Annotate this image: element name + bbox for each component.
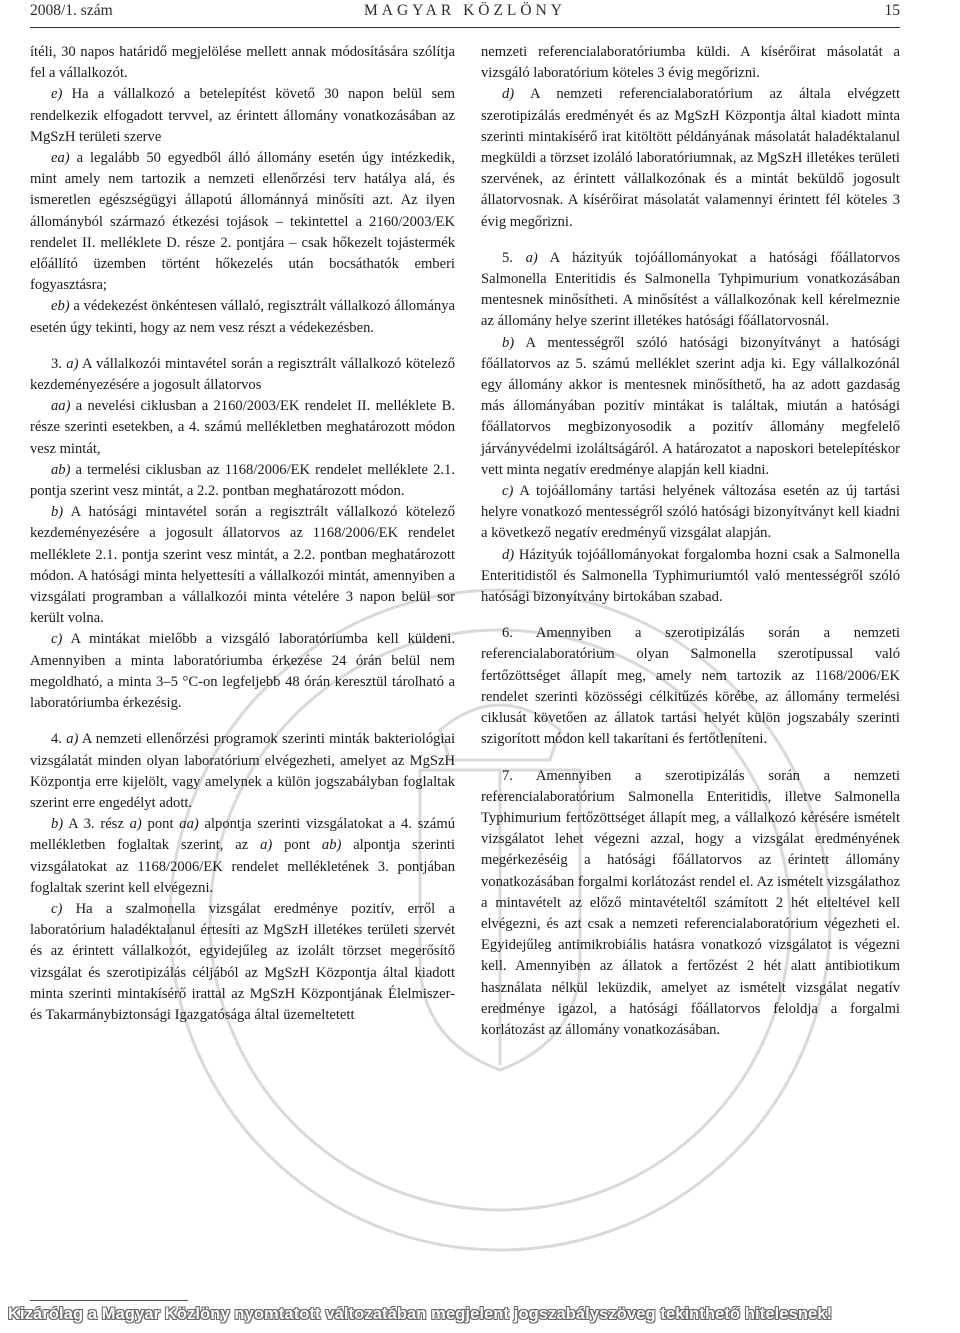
page-header — [30, 2, 900, 24]
paragraph-text: A mentességről szóló hatósági bizonyítványt a hatósági főállatorvos az 5. számú melléklet szerint adja ki. Egy vállalkozónál egy állomány akkor is mentesnek minősíthető, ha az adott gazdaság más állományában pozitív mintákat is találtak, miután a hatósági főállatorvos megbizonyosodik a pozitív állomány megfelelő járványvédelmi izoláltságáról. A határozatot a naposkori betelepítéskor vett minta negatív eredménye alapján kell kiadni. — [481, 334, 900, 478]
paragraph-text: Házityúk tojóállományokat forgalomba hozni csak a Salmonella Enteritidistől és Salmonella Typhimuriumtól való mentességről szóló hatósági bizonyítvány birtokában szabad. — [481, 546, 900, 606]
paragraph-text: a nevelési ciklusban a 2160/2003/EK rendelet II. melléklete B. része szerinti esetekben, a 4. számú mellékletben meghatározott módon vesz mintát, — [30, 398, 455, 457]
paragraph — [481, 84, 900, 232]
paragraph-text: 4. — [51, 731, 67, 748]
paragraph — [30, 502, 455, 629]
item-label: ea) — [51, 150, 70, 167]
paragraph-text: a legalább 50 egyedből álló állomány esetén úgy intézkedik, mint amely nem tartozik a nemzeti ellenőrzési terv hatálya alá, és ismeretlen egészségügyi állapotú állománnyá minősíti azt. Az ilyen állományból származó étkezési tojások – tekintettel a 2160/2003/EK rendelet II. melléklete D. része 2. pontjára – csak hőkezelt tojástermék előállító üzemben történt hőkezelés után bocsáthatók emberi fogyasztásra; — [30, 150, 455, 294]
paragraph-text: alpontja szerinti vizsgálatokat az 1168/2006/EK rendelet mellékletének 3. pontjában foglaltak szerint kell elvégezni. — [30, 837, 455, 896]
paragraph — [481, 623, 900, 750]
paragraph — [30, 729, 455, 814]
item-label: d) — [502, 546, 515, 563]
paragraph-text: pont — [141, 816, 180, 833]
item-label: e) — [51, 86, 63, 103]
header-rule — [30, 27, 900, 28]
paragraph-text: A mintákat mielőbb a vizsgáló laboratóriumba kell küldeni. Amennyiben a minta laboratóriumba érkezése 24 órán belül nem megoldható, a minta 3–5 °C-on legfeljebb 48 órán keresztül tárolható a laboratóriumba érkezésig. — [30, 631, 455, 712]
paragraph-text: A hatósági mintavétel során a regisztrált vállalkozó kötelező kezdeményezésére a jogosult állatorvos az 1168/2006/EK rendelet melléklete 2.1. pontja szerint vesz mintát, a 2.2. pontban meghatározott módon. A hatósági minta helyettesíti a vállalkozói mintát, amennyiben a vizsgálati programban a vállalkozói minta vételére 3 napon belül sor került volna. — [30, 504, 455, 627]
item-label: a) — [525, 249, 538, 266]
paragraph — [30, 296, 455, 338]
publication-title: MAGYAR KÖZLÖNY — [364, 2, 566, 19]
paragraph-text: a termelési ciklusban az 1168/2006/EK rendelet melléklete 2.1. pontja szerint vesz mintát, a 2.2. pontban meghatározott módon. — [30, 461, 455, 500]
item-label: a) — [66, 731, 79, 748]
page-number: 15 — [884, 2, 900, 19]
paragraph — [30, 629, 455, 714]
item-label: b) — [502, 334, 515, 351]
paragraph-text: A vállalkozói mintavétel során a regisztrált vállalkozó kötelező kezdeményezésére a jogosult állatorvos — [30, 355, 455, 394]
paragraph — [481, 545, 900, 609]
item-label: d) — [502, 86, 515, 103]
paragraph-text: ítéli, 30 napos határidő megjelölése mellett annak módosítására szólítja fel a vállalkozót. — [30, 44, 455, 82]
item-label: c) — [51, 900, 63, 917]
paragraph-text: pont — [272, 837, 322, 854]
paragraph — [30, 148, 455, 296]
paragraph — [481, 333, 900, 481]
footer-rule — [30, 1300, 188, 1301]
item-label: a) — [260, 837, 273, 854]
item-label: c) — [51, 631, 63, 648]
paragraph-text: a védekezést önkéntesen vállaló, regisztrált vállalkozó állománya esetén úgy tekinti, hogy az nem vesz részt a védekezésben. — [30, 298, 455, 336]
paragraph — [30, 42, 455, 84]
item-label: a) — [129, 816, 142, 833]
paragraph-text: A tojóállomány tartási helyének változása esetén az új tartási helyre vonatkozó mentességről szóló hatósági bizonyítványt kell kiadni a következő negatív eredményű vizsgálat alapján. — [481, 483, 900, 542]
paragraph — [30, 354, 455, 396]
paragraph-text: 6. Amennyiben a szerotipizálás során a nemzeti referencialaboratórium olyan Salmonella szerotípussal való fertőzöttséget állapít meg, amely nem tartozik az 1168/2006/EK rendelet szerinti közösségi célkitűzés körébe, az állomány termelési ciklusát követően az állatok tartási helyét külön jogszabály szerinti szigorított módon kell takarítani és fertőtleníteni. — [481, 625, 900, 748]
authenticity-notice: Kizárólag a Magyar Közlöny nyomtatott változatában megjelent jogszabályszöveg tekinthető hitelesnek! — [8, 1305, 833, 1323]
paragraph — [481, 766, 900, 1042]
paragraph-text: 7. Amennyiben a szerotipizálás során a nemzeti referencialaboratórium Salmonella Enteritidis, illetve Salmonella Typhimurium fertőzöttséget állapít meg, a vállalkozó kérésére ismételt vizsgálatot lehet végezni azzal, hogy a vizsgálat eredményének megérkezéséig a hatósági főállatorvos az érintett állomány vonatkozásában forgalmi korlátozást rendel el. Az ismételt vizsgálathoz a mintavételt az előző mintavételtől számított 2 hét elteltével kell elvégezni, és azt csak a nemzeti referencialaboratórium végezheti el. Egyidejűleg antimikrobiális hatásra vonatkozó vizsgálatot is végezni kell. Amennyiben az állatok a fertőzést 2 hét alatt antibiotikum használata nélkül leküzdik, amelyet az ismételt vizsgálat negatív eredménye igazol, a hatósági főállatorvos feloldja a forgalmi korlátozást az állomány vonatkozásában. — [481, 767, 900, 1038]
paragraph — [30, 84, 455, 148]
paragraph-text: A nemzeti referencialaboratórium az általa elvégzett szerotipizálás eredményét és az MgSzH Központja által kiadott minta szerinti mintakísérő irat kitöltött példányának másolatát haladéktalanul megküldi a törzset izoláló laboratóriumnak, az MgSzH illetékes területi szervének, az érintett vállalkozónak és a mintát beküldő jogosult állatorvosnak. A kísérőirat másolatát valamennyi érintett fél köteles 3 évig megőrizni. — [481, 86, 900, 230]
item-label: aa) — [51, 398, 71, 415]
item-label: a) — [66, 355, 79, 372]
item-label: aa) — [179, 816, 199, 833]
paragraph — [30, 460, 455, 502]
left-column — [30, 42, 455, 1026]
paragraph-text: A házityúk tojóállományokat a hatósági főállatorvos Salmonella Enteritidis és Salmonella Tyhpimurium vonatkozásában mentesnek minősítheti. A minősítést a vállalkozónak kell kérelmeznie az állomány helye szerint illetékes hatósági főállatorvosnál. — [481, 249, 900, 330]
paragraph-text: alpontja szerinti vizsgálatokat a 4. számú mellékletben foglaltak szerint, az — [30, 816, 455, 854]
paragraph — [30, 899, 455, 1026]
paragraph — [30, 396, 455, 460]
right-column — [481, 42, 900, 1041]
item-label: c) — [502, 483, 514, 500]
item-label: b) — [51, 816, 64, 833]
item-label: b) — [51, 504, 64, 521]
paragraph — [481, 481, 900, 545]
paragraph — [481, 42, 900, 84]
item-label: ab) — [51, 461, 71, 478]
paragraph-text: nemzeti referencialaboratóriumba küldi. A kísérőirat másolatát a vizsgáló laboratórium köteles 3 évig megőrizni. — [481, 44, 900, 82]
item-label: eb) — [51, 298, 70, 315]
paragraph-text: 5. — [502, 249, 526, 266]
paragraph — [481, 248, 900, 333]
paragraph-text: Ha a vállalkozó a betelepítést követő 30 napon belül sem rendelkezik elfogadott tervvel, az érintett állomány vonatkozásában az MgSzH területi szerve — [30, 86, 455, 145]
paragraph-text: 3. — [51, 355, 67, 372]
paragraph-text: A nemzeti ellenőrzési programok szerinti minták bakteriológiai vizsgálatát minden olyan laboratórium elvégezheti, amelyet az MgSzH Központja erre kijelölt, vagy amelynek a külön jogszabályban foglaltak szerint erre engedélyt adott. — [30, 731, 456, 811]
paragraph-text: Ha a szalmonella vizsgálat eredménye pozitív, erről a laboratórium haladéktalanul értesíti az MgSzH illetékes területi szervét és az érintett vállalkozót, egyidejűleg az izolált törzset megerősítő vizsgálat és szerotipizálás céljából az MgSzH Központja által kiadott minta szerinti mintakísérő irattal az MgSzH Központjának Élelmiszer- és Takarmánybiztonsági Igazgatósága által üzemeltetett — [30, 900, 455, 1023]
issue-number: 2008/1. szám — [30, 2, 113, 19]
paragraph-text: A 3. rész — [63, 816, 130, 833]
paragraph — [30, 814, 455, 899]
item-label: ab) — [321, 837, 342, 854]
